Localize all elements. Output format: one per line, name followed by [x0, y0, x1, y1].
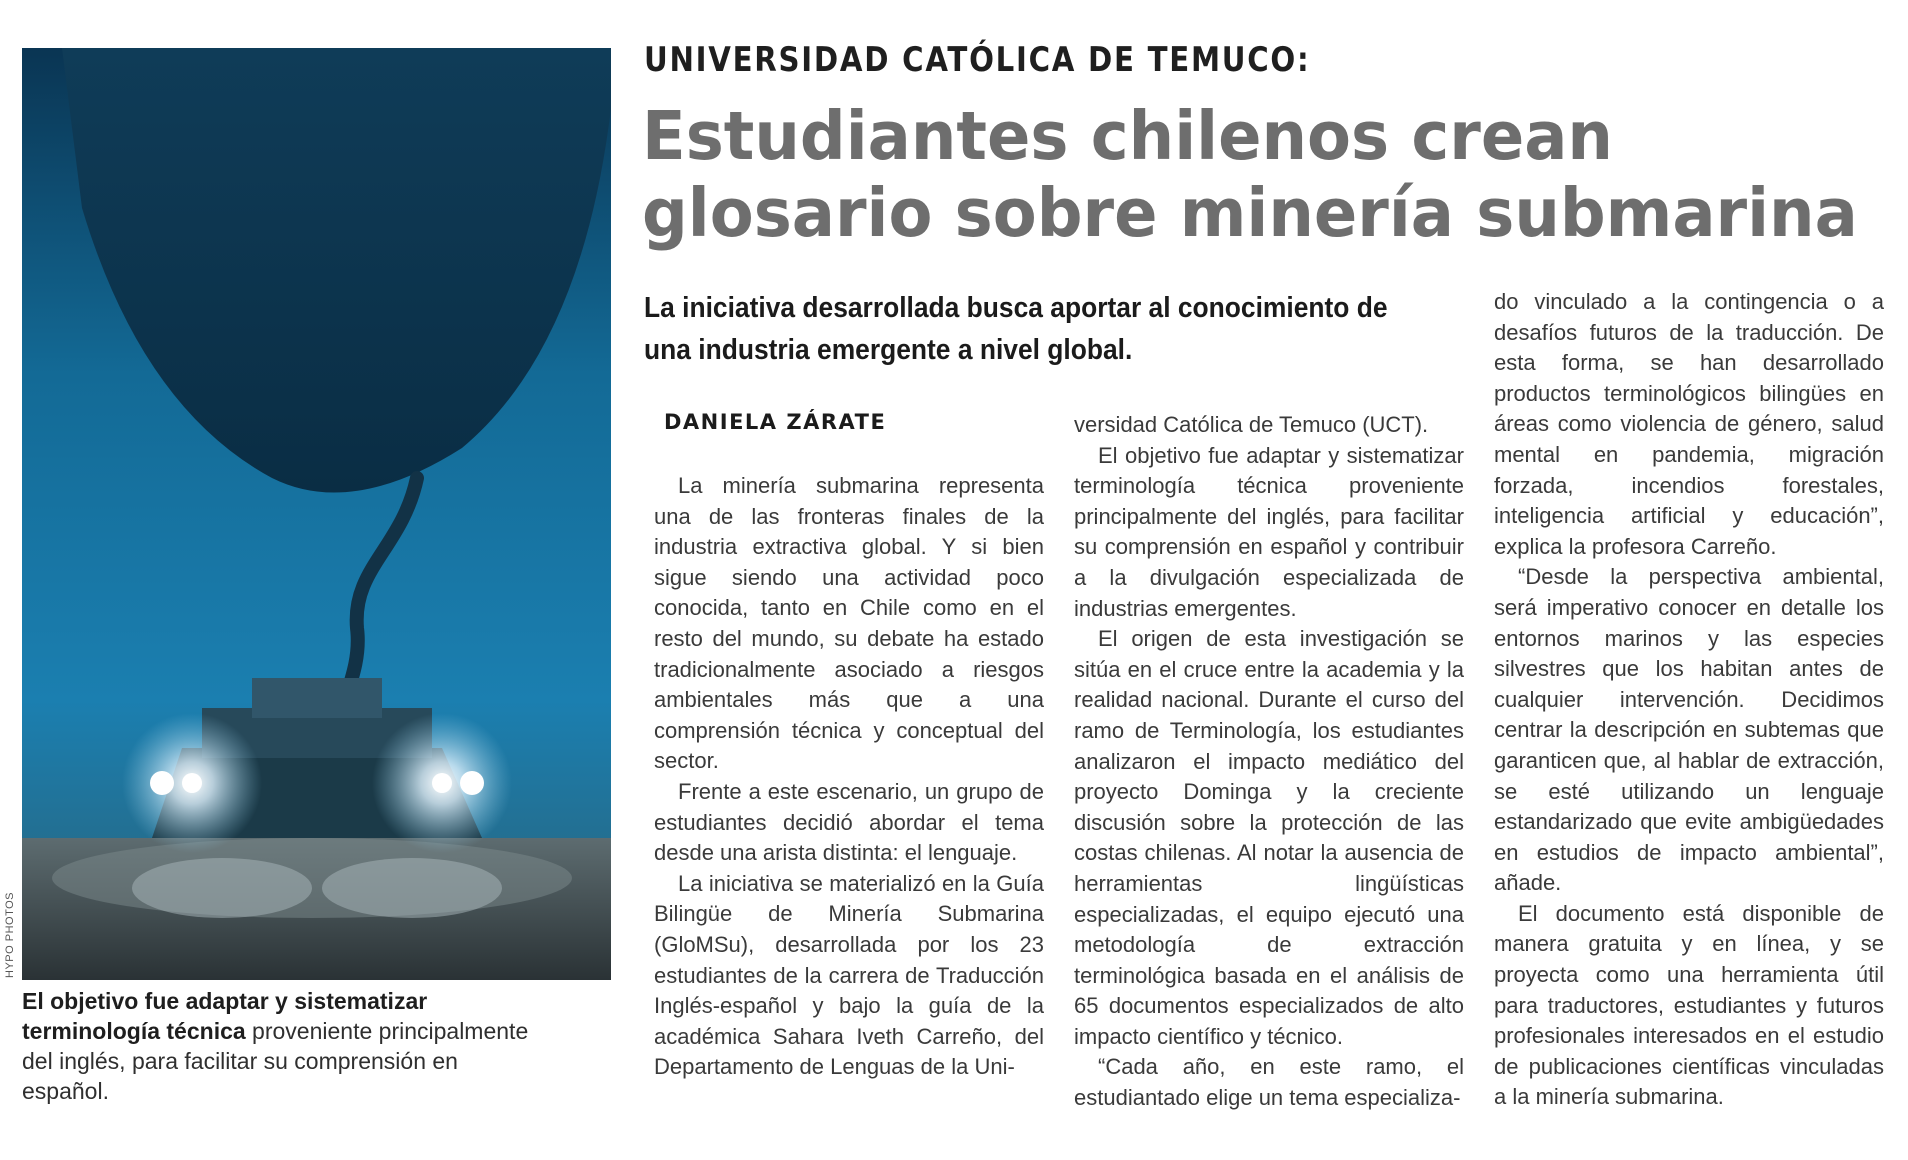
- lead-paragraph: La iniciativa desarrollada busca aportar al conocimiento de una industria emergente a nivel global.: [644, 292, 1388, 366]
- underwater-mining-vehicle-image: [22, 48, 611, 980]
- headline-line-2: glosario sobre minería submarina: [642, 174, 1858, 252]
- paragraph-continued: do vinculado a la contingencia o a desafíos futuros de la traducción. De esta forma, se han desarrollado productos terminológicos bilingües en áreas como violencia de género, salud mental en pandemia, migración forzada, incendios forestales, inteligencia artificial y educación”, explica la profesora Carreño.: [1494, 289, 1884, 559]
- kicker: UNIVERSIDAD CATÓLICA DE TEMUCO:: [644, 40, 1311, 80]
- caption-rest: proveniente principalmente del inglés, para facilitar su comprensión en español.: [22, 1018, 529, 1104]
- photo-credit: HYPO PHOTOS: [4, 892, 16, 978]
- body-column-1: [654, 471, 1044, 1083]
- headline-line-1: Estudiantes chilenos crean: [642, 97, 1613, 175]
- paragraph: “Desde la perspectiva ambiental, será imperativo conocer en detalle los entornos marinos y las especies silvestres que los habitan antes de cualquier intervención. Decidimos centrar la descripción en subtemas que garanticen que, al hablar de extracción, se esté utilizando un lenguaje estandarizado que evite ambigüedades en estudios de impacto ambiental”, añade.: [1494, 564, 1884, 896]
- paragraph-continued: versidad Católica de Temuco (UCT).: [1074, 412, 1429, 437]
- article-photo: [22, 48, 611, 980]
- paragraph: La minería submarina representa una de las fronteras finales de la industria extractiva global. Y si bien sigue siendo una actividad poco conocida, tanto en Chile como en el resto del mundo, su debate ha estado tradicionalmente asociado a riesgos ambientales más que a una comprensión técnica y conceptual del sector.: [654, 473, 1044, 774]
- byline: DANIELA ZÁRATE: [664, 410, 887, 434]
- paragraph: El objetivo fue adaptar y sistematizar terminología técnica proveniente principalmente del inglés, para facilitar su comprensión en español y contribuir a la divulgación especializada de industrias emergentes.: [1074, 442, 1464, 621]
- body-column-2: [1074, 410, 1464, 1114]
- caption-bold: El objetivo fue adaptar y sistematizar terminología técnica: [22, 988, 428, 1044]
- paragraph: Frente a este escenario, un grupo de estudiantes decidió abordar el tema desde una arista distinta: el lenguaje.: [654, 778, 1044, 866]
- paragraph: La iniciativa se materializó en la Guía Bilingüe de Minería Submarina (GloMSu), desarrollada por los 23 estudiantes de la carrera de Traducción Inglés-español y bajo la guía de la académica Sahara Iveth Carreño, del Departamento de Lenguas de la Uni-: [654, 870, 1044, 1080]
- paragraph: El documento está disponible de manera gratuita y en línea, y se proyecta como una herramienta útil para traductores, estudiantes y futuros profesionales interesados en el estudio de publicaciones científicas vinculadas a la minería submarina.: [1494, 900, 1884, 1110]
- photo-caption: [22, 986, 542, 1106]
- body-column-3: [1494, 287, 1884, 1113]
- paragraph: “Cada año, en este ramo, el estudiantado elige un tema especializa-: [1074, 1054, 1464, 1111]
- headline: [642, 98, 1908, 252]
- paragraph: El origen de esta investigación se sitúa en el cruce entre la academia y la realidad nacional. Durante el curso del ramo de Terminología, los estudiantes analizaron el impacto mediático del proyecto Dominga y la creciente discusión sobre la protección de las costas chilenas. Al notar la ausencia de herramientas lingüísticas especializadas, el equipo ejecutó una metodología de extracción terminológica basada en el análisis de 65 documentos especializados de alto impacto científico y técnico.: [1074, 626, 1464, 1049]
